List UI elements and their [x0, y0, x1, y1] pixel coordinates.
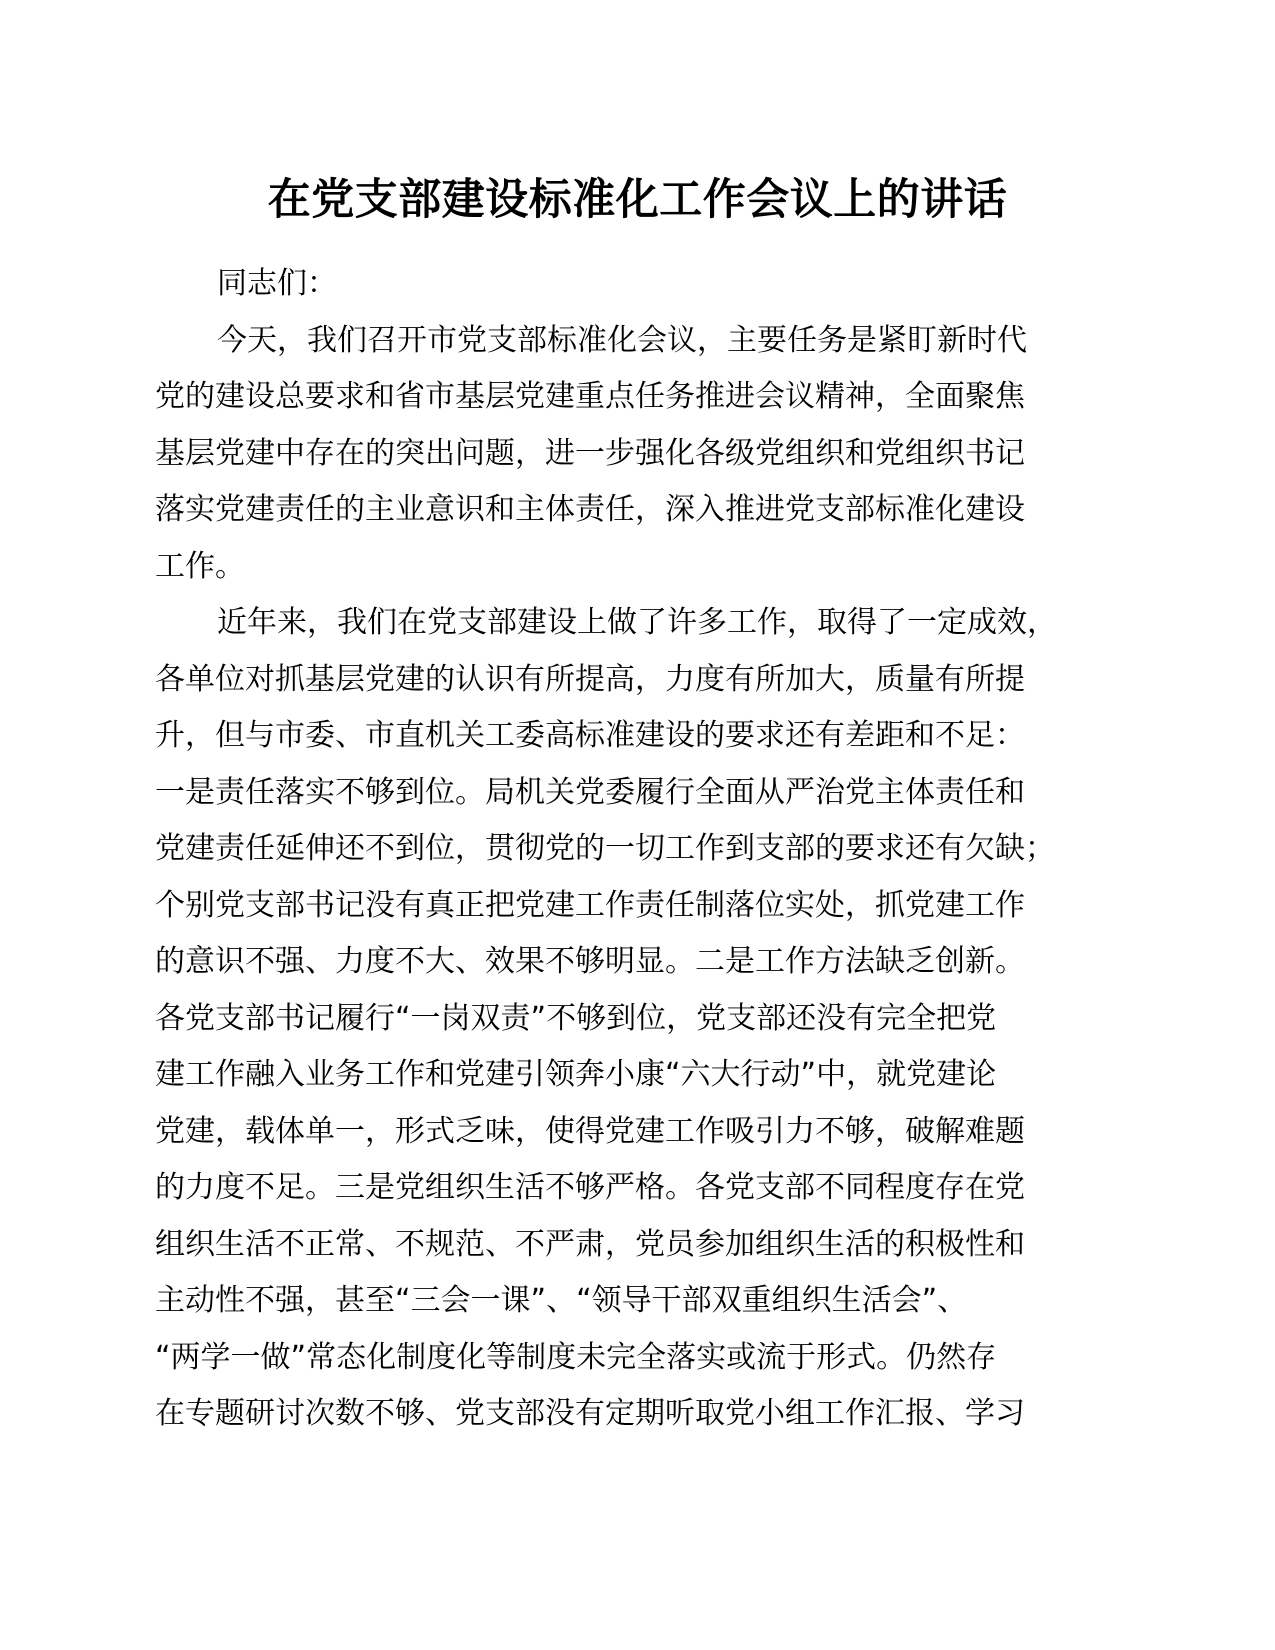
- text-line: 的力度不足。三是党组织生活不够严格。各党支部不同程度存在党: [155, 1170, 1025, 1205]
- text-line: “两学一做”常态化制度化等制度未完全落实或流于形式。仍然存: [155, 1339, 997, 1375]
- text-line: 一是责任落实不够到位。局机关党委履行全面从严治党主体责任和: [155, 774, 1025, 810]
- text-line: 主动性不强，甚至“三会一课”、“领导干部双重组织生活会”、: [155, 1283, 968, 1318]
- text-line: 落实党建责任的主业意识和主体责任，深入推进党支部标准化建设: [155, 492, 1025, 527]
- document-body: [155, 256, 1120, 1443]
- text-line: 在专题研讨次数不够、党支部没有定期听取党小组工作汇报、学习: [155, 1396, 1025, 1431]
- text-line: 升，但与市委、市直机关工委高标准建设的要求还有差距和不足：: [155, 718, 1025, 753]
- text-line: 个别党支部书记没有真正把党建工作责任制落位实处，抓党建工作: [155, 887, 1025, 923]
- text-line: 各单位对抓基层党建的认识有所提高，力度有所加大，质量有所提: [155, 661, 1025, 697]
- paragraph-opening: [155, 313, 1120, 596]
- text-line: 党建，载体单一，形式乏味，使得党建工作吸引力不够，破解难题: [155, 1113, 1025, 1149]
- text-line: 党建责任延伸还不到位，贯彻党的一切工作到支部的要求还有欠缺；: [155, 831, 1055, 866]
- text-line: 各党支部书记履行“一岗双责”不够到位，党支部还没有完全把党: [155, 1000, 997, 1036]
- text-line: 建工作融入业务工作和党建引领奔小康“六大行动”中，就党建论: [155, 1057, 997, 1092]
- text-line: 基层党建中存在的突出问题，进一步强化各级党组织和党组织书记: [155, 435, 1025, 471]
- text-line: 今天，我们召开市党支部标准化会议，主要任务是紧盯新时代: [217, 322, 1027, 358]
- text-line: 同志们：: [217, 266, 337, 301]
- text-line: 党的建设总要求和省市基层党建重点任务推进会议精神，全面聚焦: [155, 379, 1025, 414]
- text-line: 组织生活不正常、不规范、不严肃，党员参加组织生活的积极性和: [155, 1226, 1025, 1262]
- paragraph-salutation: [155, 256, 1120, 313]
- text-line: 近年来，我们在党支部建设上做了许多工作，取得了一定成效，: [217, 605, 1057, 640]
- text-line: 的意识不强、力度不大、效果不够明显。二是工作方法缺乏创新。: [155, 944, 1025, 979]
- document-title: 在党支部建设标准化工作会议上的讲话: [267, 175, 1008, 225]
- paragraph-problems: [155, 595, 1120, 1443]
- text-line: 工作。: [155, 548, 245, 584]
